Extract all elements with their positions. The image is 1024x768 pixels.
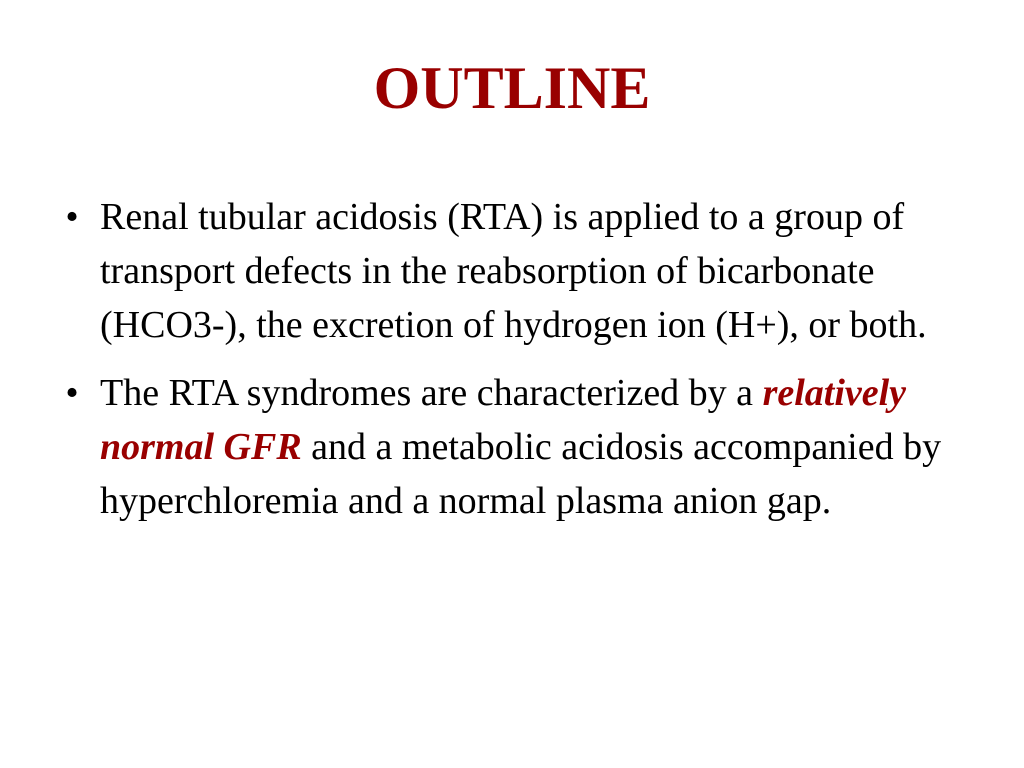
bullet-text: Renal tubular acidosis (RTA) is applied to a group of transport defects in the reabsorption of bicarbonate (HCO3-), the excretion of hydrogen ion (H+), or both. <box>100 196 927 346</box>
bullet-item-rta-syndromes <box>60 366 980 528</box>
bullet-item-rta-definition <box>60 190 980 352</box>
bullet-dot-icon: • <box>65 372 79 414</box>
slide-title: OUTLINE <box>373 55 651 121</box>
emphasis-text: relatively normal GFR <box>100 372 907 468</box>
bullet-text-before: The RTA syndromes are characterized by a <box>100 372 763 414</box>
bullet-list <box>60 190 980 542</box>
bullet-dot-icon: • <box>65 196 79 238</box>
bullet-text-after: and a metabolic acidosis accompanied by hyperchloremia and a normal plasma anion gap. <box>100 426 942 522</box>
